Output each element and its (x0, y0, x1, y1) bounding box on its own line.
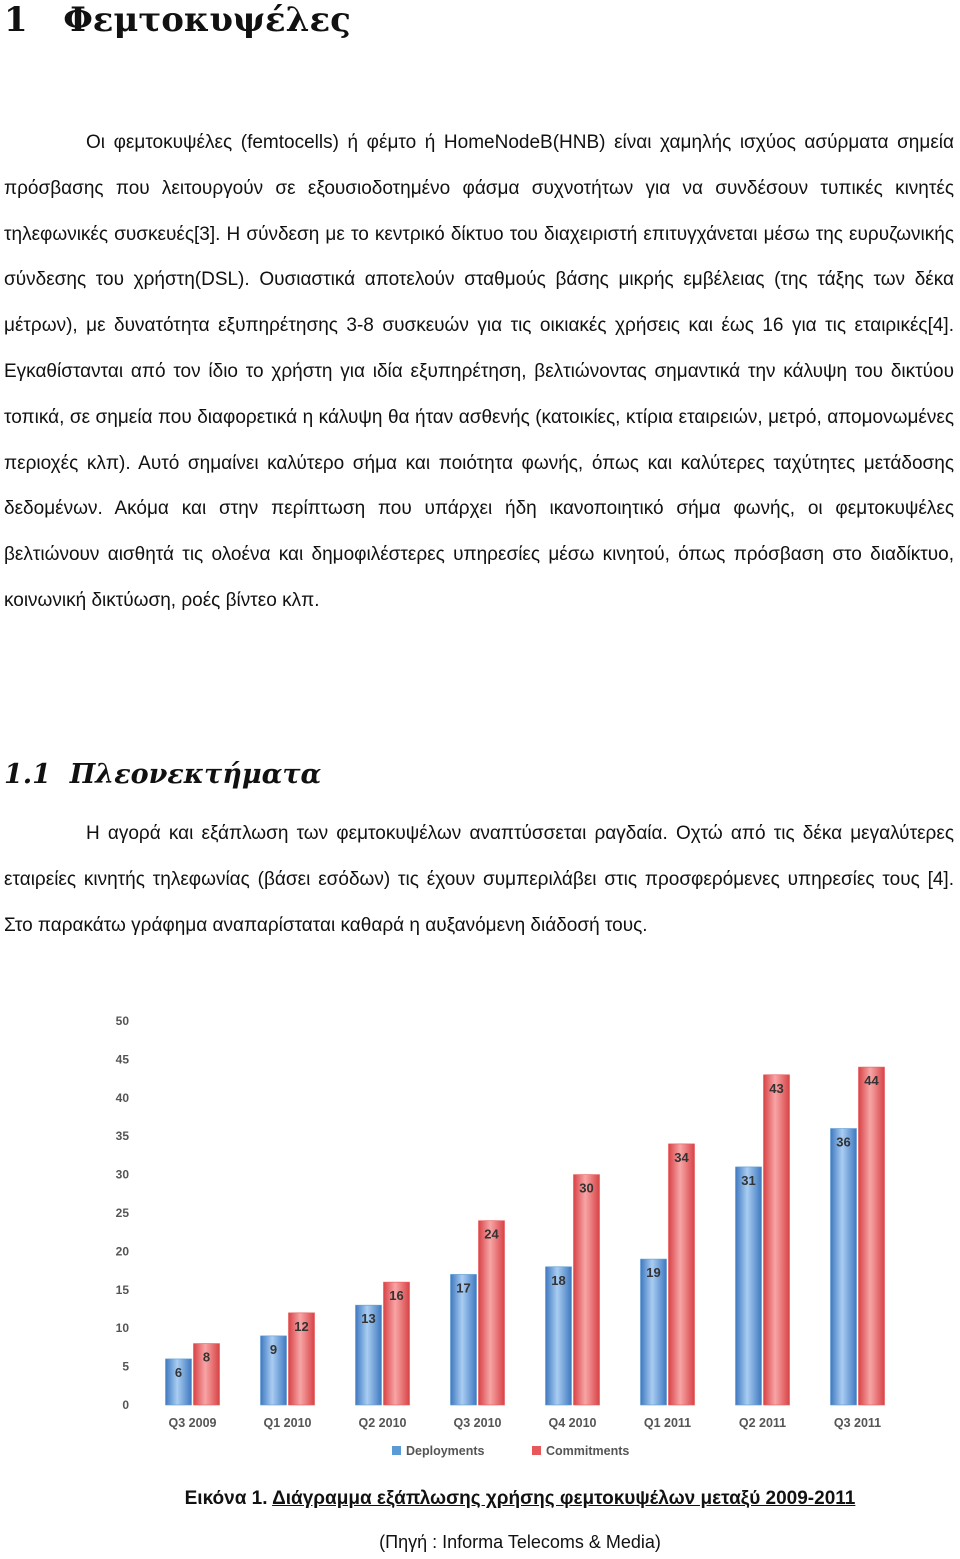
data-label: 9 (269, 1341, 278, 1357)
commitments-bar (764, 1075, 790, 1405)
y-tick-label: 30 (115, 1167, 129, 1182)
section-title: Φεμτοκυψέλες (63, 0, 351, 40)
y-tick-label: 40 (115, 1090, 129, 1105)
commitments-bar (574, 1175, 600, 1405)
y-tick-label: 5 (122, 1359, 129, 1374)
femtocell-bar-chart (100, 1005, 910, 1475)
data-label: 31 (741, 1172, 756, 1188)
data-label: 36 (836, 1134, 851, 1150)
y-tick-label: 50 (115, 1014, 129, 1028)
commitments-bar (479, 1221, 505, 1405)
deployments-legend-swatch (392, 1446, 401, 1455)
data-label: 17 (456, 1280, 471, 1296)
caption-text: Διάγραμμα εξάπλωσης χρήσης φεμτοκυψέλων μεταξύ 2009-2011 (272, 1488, 856, 1509)
commitments-legend-label: Commitments (546, 1444, 630, 1458)
data-label: 12 (294, 1318, 309, 1334)
data-label: 13 (361, 1311, 376, 1327)
caption-prefix: Εικόνα 1. (184, 1488, 268, 1509)
commitments-bar (669, 1144, 695, 1405)
commitments-bar (859, 1067, 885, 1405)
data-label: 6 (174, 1364, 183, 1380)
subsection-title: Πλεονεκτήματα (69, 759, 322, 790)
x-tick-label: Q3 2011 (833, 1416, 882, 1430)
x-tick-label: Q1 2010 (263, 1416, 312, 1430)
x-tick-label: Q1 2011 (643, 1416, 692, 1430)
deployments-legend-label: Deployments (406, 1444, 485, 1458)
section-number: 1 (4, 0, 28, 40)
data-label: 24 (484, 1226, 499, 1242)
deployments-bar (831, 1129, 857, 1405)
intro-paragraph: Οι φεμτοκυψέλες (femtocells) ή φέμτο ή HomeNodeB(HNB) είναι χαμηλής ισχύος ασύρματα σημεία πρόσβασης που λειτουργούν σε εξουσιοδοτημένο φάσμα συχνοτήτων για να συνδέσουν τυπικές κινητές τηλεφωνικές συσκευές[3]. Η σύνδεση με το κεντρικό δίκτυο του διαχειριστή επιτυγχάνεται μέσω της ευρυζωνικής σύνδεσης του χρήστη(DSL). Ουσιαστικά αποτελούν σταθμούς βάσης μικρής εμβέλειας (της τάξης των δέκα μέτρων), με δυνατότητα εξυπηρέτησης 3-8 συσκευών για τις οικιακές χρήσεις και έως 16 για τις εταιρικές[4]. Εγκαθίστανται από τον ίδιο το χρήστη για ιδία εξυπηρέτηση, βελτιώνοντας σημαντικά την κάλυψη του δικτύου τοπικά, σε σημεία που διαφορετικά η κάλυψη θα ήταν ασθενής (κατοικίες, κτίρια εταιρειών, μετρό, απομονωμένες περιοχές κλπ). Αυτό σημαίνει καλύτερο σήμα και ποιότητα φωνής, όπως και καλύτερες ταχύτητες μετάδοσης δεδομένων. Ακόμα και στην περίπτωση που υπάρχει ήδη ικανοποιητικό σήμα φωνής, οι φεμτοκυψέλες βελτιώνουν αισθητά τις ολοένα και δημοφιλέστερες υπηρεσίες μέσω κινητού, όπως πρόσβαση στο διαδίκτυο, κοινωνική δικτύωση, ροές βίντεο κλπ. (4, 132, 954, 611)
y-tick-label: 25 (115, 1206, 129, 1220)
data-label: 8 (202, 1349, 211, 1365)
y-tick-label: 15 (115, 1282, 129, 1297)
x-tick-label: Q4 2010 (548, 1416, 597, 1430)
section-heading (4, 0, 351, 40)
y-tick-label: 10 (115, 1321, 129, 1336)
y-tick-label: 0 (122, 1398, 129, 1412)
advantages-paragraph: Η αγορά και εξάπλωση των φεμτοκυψέλων αναπτύσσεται ραγδαία. Οχτώ από τις δέκα μεγαλύτερες εταιρείες κινητής τηλεφωνίας (βάσει εσόδων) τις έχουν συμπεριλάβει στις προσφερόμενες υπηρεσίες τους [4]. Στο παρακάτω γράφημα αναπαρίσταται καθαρά η αυξανόμενη διάδοσή τους. (4, 823, 954, 936)
x-tick-label: Q2 2010 (358, 1416, 407, 1430)
x-tick-label: Q3 2010 (453, 1416, 502, 1430)
subsection-number: 1.1 (4, 759, 51, 790)
y-tick-label: 35 (115, 1129, 129, 1144)
y-tick-label: 45 (115, 1052, 129, 1067)
deployments-bar (736, 1167, 762, 1405)
data-label: 30 (579, 1180, 594, 1196)
data-label: 43 (769, 1080, 784, 1096)
data-label: 16 (389, 1288, 404, 1304)
data-label: 44 (864, 1073, 879, 1089)
commitments-legend-swatch (532, 1446, 541, 1455)
figure-source: (Πηγή : Informa Telecoms & Media) (379, 1532, 661, 1552)
x-tick-label: Q3 2009 (168, 1416, 217, 1430)
subsection-heading (4, 755, 321, 795)
data-label: 19 (646, 1265, 661, 1281)
data-label: 18 (551, 1272, 566, 1288)
deployments-bar (641, 1259, 667, 1405)
x-tick-label: Q2 2011 (738, 1416, 787, 1430)
figure-caption (0, 1488, 960, 1510)
data-label: 34 (674, 1149, 689, 1165)
y-tick-label: 20 (115, 1244, 129, 1259)
